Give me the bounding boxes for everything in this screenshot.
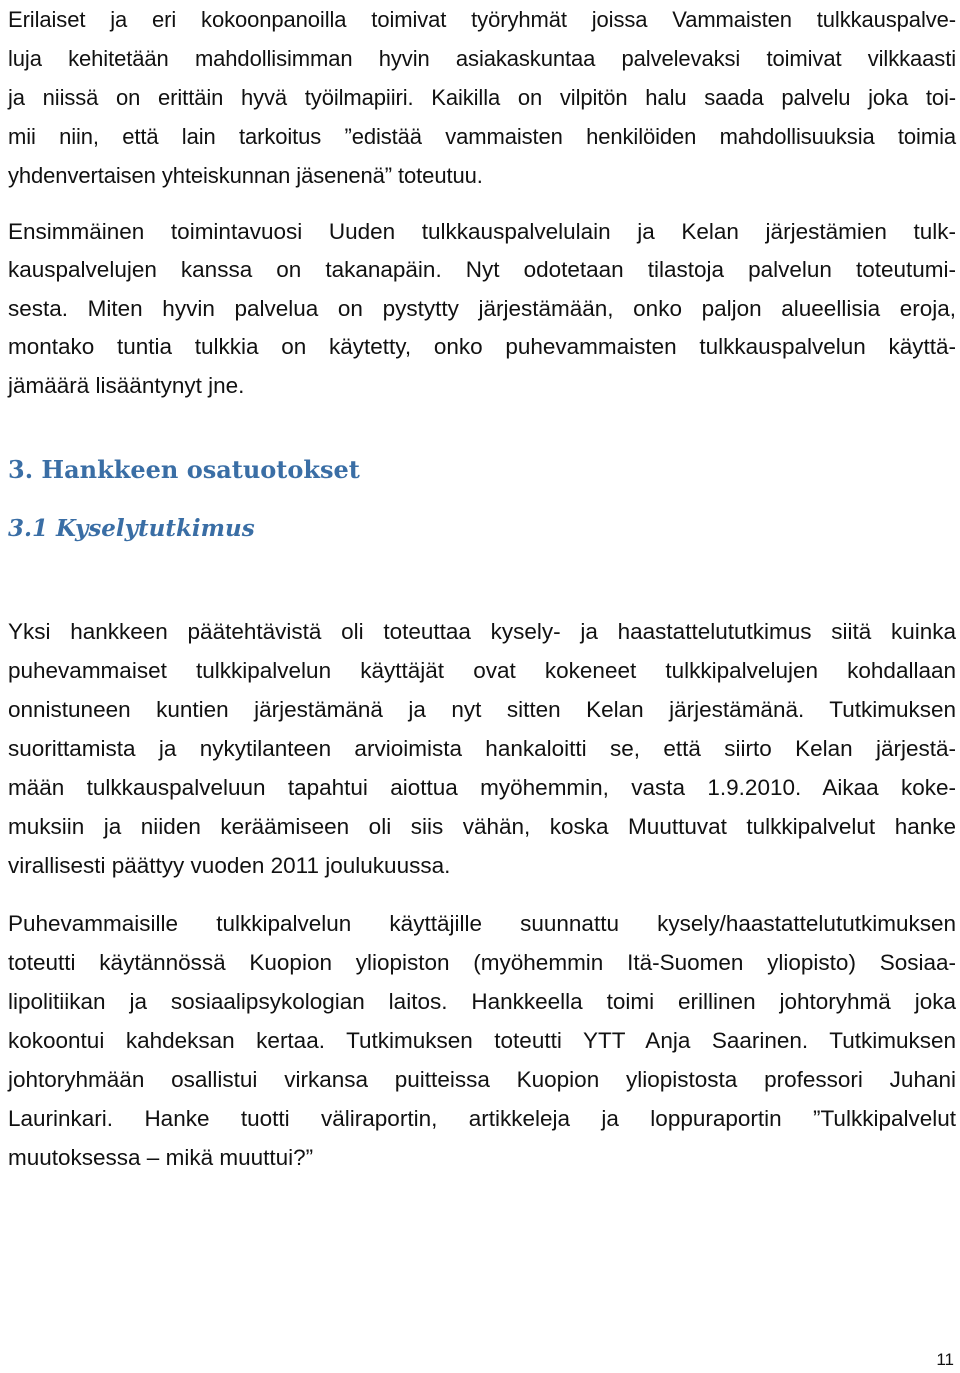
- subsection-heading: 3.1 Kyselytutkimus: [8, 515, 255, 542]
- text-line: montako tuntia tulkkia on käytetty, onko puhevammaisten tulkkauspalvelun käyttä-: [8, 334, 956, 359]
- text-line: Ensimmäinen toimintavuosi Uuden tulkkauspalvelulain ja Kelan järjestämien tulk-: [8, 219, 956, 244]
- page-number: 11: [936, 1350, 954, 1369]
- text-line: luja kehitetään mahdollisimman hyvin asiakaskuntaa palvelevaksi toimivat vilkkaasti: [8, 46, 956, 71]
- text-line: kauspalvelujen kanssa on takanapäin. Nyt odotetaan tilastoja palvelun toteutumi-: [8, 257, 956, 282]
- text-line: lipolitiikan ja sosiaalipsykologian laitos. Hankkeella toimi erillinen johtoryhmä joka: [8, 989, 956, 1014]
- text-line: toteutti käytännössä Kuopion yliopiston (myöhemmin Itä-Suomen yliopisto) Sosiaa-: [8, 950, 956, 975]
- text-line: jämäärä lisääntynyt jne.: [8, 373, 245, 398]
- text-line: virallisesti päättyy vuoden 2011 joulukuussa.: [8, 853, 451, 878]
- section-heading: 3. Hankkeen osatuotokset: [8, 455, 360, 484]
- text-line: Erilaiset ja eri kokoonpanoilla toimivat työryhmät joissa Vammaisten tulkkauspalve-: [8, 7, 956, 32]
- text-line: yhdenvertaisen yhteiskunnan jäsenenä” toteutuu.: [8, 163, 483, 188]
- text-line: muutoksessa – mikä muuttui?”: [8, 1145, 314, 1170]
- text-line: Yksi hankkeen päätehtävistä oli toteuttaa kysely- ja haastattelututkimus siitä kuinka: [8, 619, 956, 644]
- text-line: mii niin, että lain tarkoitus ”edistää vammaisten henkilöiden mahdollisuuksia toimia: [8, 124, 956, 149]
- text-line: ja niissä on erittäin hyvä työilmapiiri. Kaikilla on vilpitön halu saada palvelu joka toi-: [8, 85, 956, 110]
- text-line: mään tulkkauspalveluun tapahtui aiottua myöhemmin, vasta 1.9.2010. Aikaa koke-: [8, 775, 956, 800]
- text-line: Laurinkari. Hanke tuotti väliraportin, artikkeleja ja loppuraportin ”Tulkkipalvelut: [8, 1106, 956, 1131]
- text-line: muksiin ja niiden keräämiseen oli siis vähän, koska Muuttuvat tulkkipalvelut hanke: [8, 814, 956, 839]
- text-line: sesta. Miten hyvin palvelua on pystytty järjestämään, onko paljon alueellisia eroja,: [8, 296, 956, 321]
- text-line: kokoontui kahdeksan kertaa. Tutkimuksen toteutti YTT Anja Saarinen. Tutkimuksen: [8, 1028, 956, 1053]
- text-line: onnistuneen kuntien järjestämänä ja nyt sitten Kelan järjestämänä. Tutkimuksen: [8, 697, 956, 722]
- text-line: suorittamista ja nykytilanteen arvioimista hankaloitti se, että siirto Kelan järjestä-: [8, 736, 956, 761]
- text-line: Puhevammaisille tulkkipalvelun käyttäjille suunnattu kysely/haastattelututkimuksen: [8, 911, 956, 936]
- text-line: puhevammaiset tulkkipalvelun käyttäjät ovat kokeneet tulkkipalvelujen kohdallaan: [8, 658, 956, 683]
- text-line: johtoryhmään osallistui virkansa puitteissa Kuopion yliopistosta professori Juhani: [8, 1067, 956, 1092]
